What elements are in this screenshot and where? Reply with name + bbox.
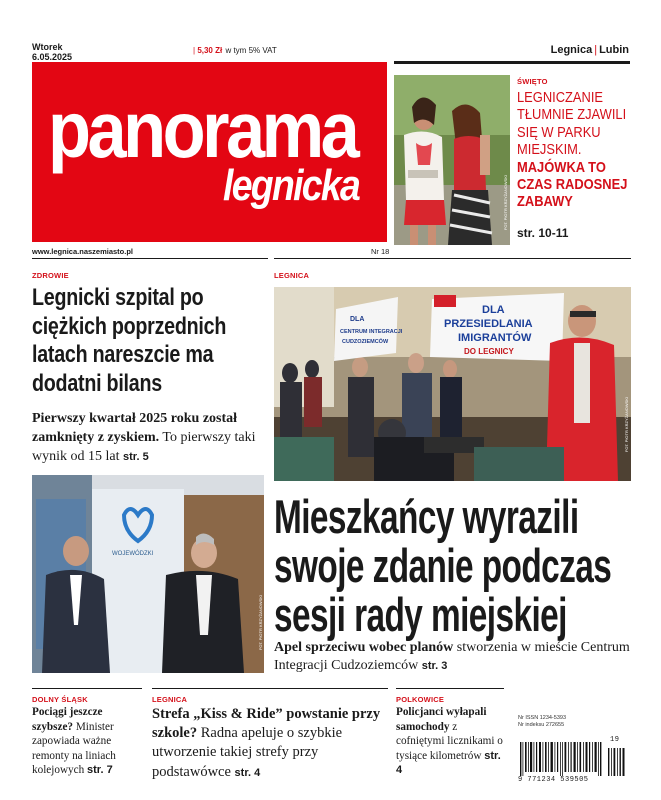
majowka-photo	[394, 75, 510, 245]
odometer-title: Policjanci wyłapali samochody	[396, 706, 487, 733]
page-ref[interactable]: str. 7	[87, 764, 113, 776]
trains-title: Pociągi jeszcze szybsze?	[32, 706, 103, 733]
page-ref[interactable]: str. 4	[396, 749, 501, 776]
masthead-subtitle: legnicka	[222, 161, 359, 210]
barcode-digits: 9 771234 539505	[518, 776, 589, 784]
trains-story[interactable]	[32, 705, 142, 778]
lead-bold: Apel sprzeciwu wobec planów	[274, 640, 454, 655]
banner2-line1: DLA	[350, 316, 365, 323]
kiss-ride-title: Strefa „Kiss & Ride” powstanie przy szkole?	[152, 706, 381, 742]
index-number: Nr indeksu 272655	[518, 722, 565, 728]
main-headline[interactable]	[274, 492, 636, 639]
weekday: Wtorek	[32, 42, 63, 52]
teaser-headline	[517, 89, 636, 211]
trains-text: Minister zapowiada ważne remonty na liniach kolejowych	[32, 720, 116, 776]
banner-line2: PRZESIEDLANIA	[444, 318, 533, 330]
teaser-page-ref[interactable]: str. 10-11	[517, 226, 569, 240]
svg-text:WOJEWÓDZKI: WOJEWÓDZKI	[112, 551, 154, 557]
odometer-text: z cofniętymi licznikami o tysiące kilometrów	[396, 720, 503, 762]
photo-credit: FOT. PIOTR KRZYŻANOWSKI	[258, 595, 263, 651]
divider	[394, 61, 630, 64]
issn: Nr ISSN 1234-5393	[518, 715, 566, 721]
teaser-headline-text: LEGNICZANIE TŁUMNIE ZJAWILI SIĘ W PARKU MIEJSKIM.	[517, 89, 627, 159]
divider	[32, 688, 142, 689]
teaser-kicker: ŚWIĘTO	[517, 77, 548, 86]
issue-number: Nr 18	[371, 247, 390, 256]
divider	[32, 258, 268, 259]
lead-bold: Pierwszy kwartał 2025 roku został zamknięty z zyskiem.	[32, 411, 238, 445]
banner2-line2: CENTRUM INTEGRACJI	[340, 329, 403, 335]
issn-info	[518, 715, 566, 729]
teaser-headline-bold: MAJÓWKA TO CZAS RADOSNEJ ZABAWY	[517, 158, 628, 211]
masthead-title: panorama	[48, 85, 357, 174]
banner-line3: IMIGRANTÓW	[458, 332, 532, 344]
price: 5,30 Zł	[197, 46, 223, 55]
date: 6.05.2025	[32, 52, 73, 62]
photo-credit: FOT. PIOTR KRZYŻANOWSKI	[624, 397, 629, 453]
photo-credit: FOT. PIOTR KRZYŻANOWSKI	[503, 175, 508, 231]
city-lubin: Lubin	[599, 44, 629, 56]
barcode-addon: 19	[610, 736, 620, 744]
section-kicker-legnica: LEGNICA	[152, 695, 188, 704]
edition-cities: Legnica | Lubin	[550, 44, 629, 56]
barcode	[518, 736, 630, 794]
masthead	[32, 62, 387, 242]
page-ref[interactable]: str. 3	[421, 660, 448, 672]
hospital-story-title[interactable]: Legnicki szpital po ciężkich poprzednich latach nareszcie ma dodatni bilans	[32, 284, 227, 397]
banner-line1: DLA	[482, 304, 505, 316]
kiss-ride-text: Radna apeluje o szybkie utworzenie takiej strefy przy podstawówce	[152, 725, 343, 780]
vat-note: w tym 5% VAT	[225, 46, 277, 55]
section-kicker-dolny-slask: DOLNY ŚLĄSK	[32, 695, 88, 704]
lead-text: To pierwszy taki wynik od 15 lat	[32, 430, 256, 464]
city-council-protest-photo	[274, 287, 631, 481]
divider	[274, 258, 631, 259]
issue-date	[32, 42, 72, 62]
section-kicker-polkowice: POLKOWICE	[396, 695, 445, 704]
divider	[152, 688, 388, 689]
divider	[396, 688, 504, 689]
hospital-story-lead	[32, 409, 264, 467]
page-ref[interactable]: str. 5	[123, 451, 149, 463]
hospital-photo	[32, 475, 264, 673]
banner2-line3: CUDZOZIEMCÓW	[342, 339, 389, 345]
page-ref[interactable]: str. 4	[234, 766, 261, 779]
price-line: | 5,30 Zł w tym 5% VAT	[193, 46, 277, 55]
main-headline-line: sesji rady miejskiej	[274, 588, 567, 641]
website-url: www.legnica.naszemiasto.pl	[32, 247, 134, 256]
main-story-lead	[274, 639, 634, 675]
section-kicker-legnica: LEGNICA	[274, 271, 310, 280]
banner-line4: DO LEGNICY	[464, 347, 514, 356]
kiss-ride-story[interactable]	[152, 705, 392, 783]
lead-text: stworzenia w mieście Centrum Integracji Cudzoziemców	[274, 640, 630, 673]
main-headline-line: Mieszkańcy wyrazili	[274, 490, 579, 543]
main-headline-line: swoje zdanie podczas	[274, 539, 612, 592]
city-legnica: Legnica	[550, 44, 593, 56]
section-kicker-zdrowie: ZDROWIE	[32, 271, 69, 280]
odometer-story[interactable]	[396, 705, 504, 778]
